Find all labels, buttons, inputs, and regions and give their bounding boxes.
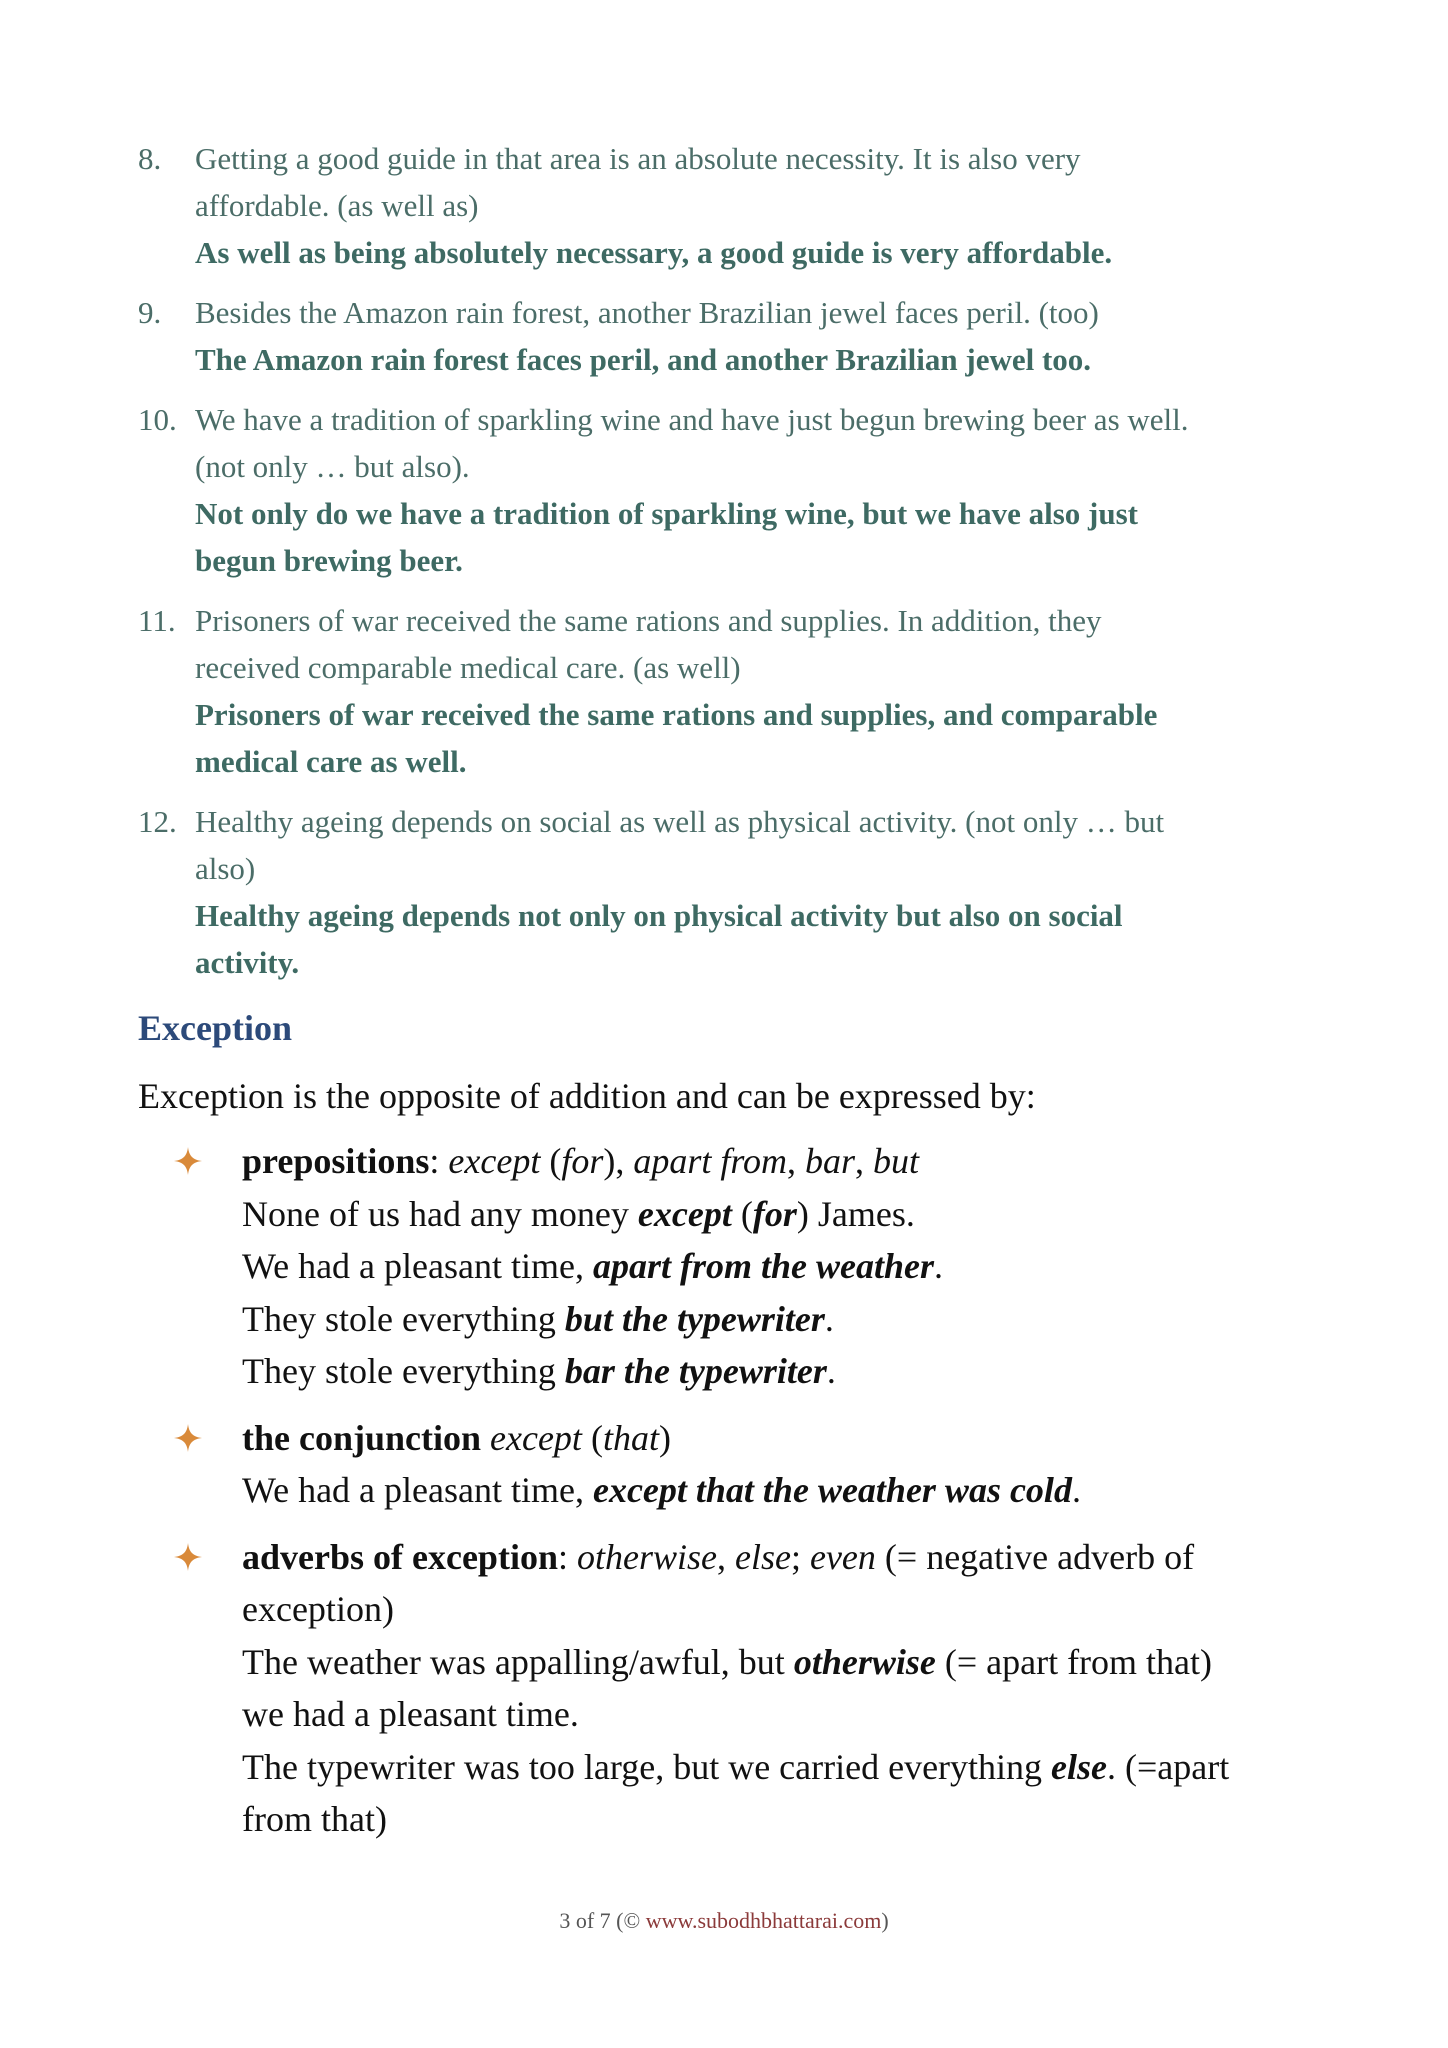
answer-line: Healthy ageing depends not only on physical activity but also on social [195,898,1123,933]
text-run: . [933,1246,943,1286]
text-run: : [429,1141,449,1181]
text-run: ( [540,1141,562,1181]
footer-close: ) [881,1908,889,1933]
example-line [242,1412,1332,1465]
text-run: (= apart from that) [935,1641,1213,1682]
text-run: . (=apart [1107,1746,1230,1787]
text-run: , [855,1141,874,1181]
question-line: Getting a good guide in that area is an absolute necessity. It is also very [195,141,1081,176]
text-run: otherwise [576,1536,717,1577]
text-run: exception) [242,1589,394,1629]
text-run: from that) [242,1799,387,1839]
exercise-question [195,135,1318,229]
text-run: . [1071,1470,1081,1510]
text-run: ( [731,1193,753,1234]
answer-line: As well as being absolutely necessary, a good guide is very affordable. [195,235,1113,270]
exception-item [172,1135,1332,1398]
exercise-answer [195,892,1318,986]
example-line [242,1688,1332,1741]
text-run: prepositions [242,1141,430,1181]
example-line [242,1583,1332,1636]
page-number: 3 of 7 (© [559,1908,641,1933]
question-line: We have a tradition of sparkling wine and have just begun brewing beer as well. [195,402,1189,437]
exercise-number: 8. [138,141,162,176]
exception-item [172,1412,1332,1517]
exercise-item [138,798,1318,986]
question-line: received comparable medical care. (as well) [195,650,741,685]
answer-line: begun brewing beer. [195,543,463,578]
question-line: Healthy ageing depends on social as well as physical activity. (not only … but [195,804,1165,839]
example-line [242,1464,1332,1517]
exercise-number: 9. [138,295,162,330]
answer-line: Prisoners of war received the same rations and supplies, and comparable [195,697,1158,732]
answer-line: activity. [195,945,300,980]
text-run: adverbs of exception [242,1536,558,1577]
text-run: for [561,1141,604,1181]
text-run: . [826,1351,836,1391]
text-run: , [787,1141,806,1181]
answer-line: Not only do we have a tradition of sparkling wine, but we have also just [195,496,1138,531]
text-run: we had a pleasant time. [242,1694,579,1734]
exercise-question [195,597,1318,691]
exercise-list [138,135,1318,999]
exception-item [172,1531,1332,1846]
text-run: apart from [633,1141,788,1181]
star-bullet-icon [172,1145,204,1177]
exercise-question [195,396,1318,490]
example-line [242,1741,1332,1794]
text-run: except that the weather was cold [592,1470,1072,1510]
question-line: (not only … but also). [195,449,470,484]
text-run: : [557,1536,577,1577]
example-line [242,1188,1332,1241]
example-line [242,1636,1332,1689]
text-run: even [809,1536,876,1577]
exercise-question [195,798,1318,892]
answer-line: medical care as well. [195,744,467,779]
text-run: None of us had any money [242,1193,638,1234]
exercise-item [138,289,1318,383]
exercise-answer [195,336,1318,383]
text-run: The weather was appalling/awful, but [242,1641,794,1682]
question-line: Prisoners of war received the same rations and supplies. In addition, they [195,603,1102,638]
text-run: but the typewriter [564,1298,825,1339]
example-line [242,1240,1332,1293]
text-run: We had a pleasant time, [242,1246,593,1286]
page-footer [0,1908,1448,1934]
text-run: ; [790,1536,810,1577]
text-run: They stole everything [242,1298,565,1339]
text-run: but [873,1141,920,1181]
text-run: that [602,1417,659,1458]
text-run: except [490,1417,582,1458]
star-bullet-icon [172,1541,204,1573]
exception-list [172,1135,1332,1860]
exercise-item [138,396,1318,584]
exercise-question [195,289,1318,336]
exercise-answer [195,490,1318,584]
text-run: (= negative adverb of [875,1536,1195,1577]
text-run: ) [658,1417,671,1458]
text-run: ) James. [796,1193,915,1234]
exercise-item [138,135,1318,276]
star-bullet-icon [172,1422,204,1454]
exercise-answer [195,691,1318,785]
section-heading: Exception [138,1008,293,1048]
example-line [242,1531,1332,1584]
example-line [242,1793,1332,1846]
example-line [242,1293,1332,1346]
text-run: the conjunction [242,1417,482,1458]
text-run: The typewriter was too large, but we carried everything [242,1746,1052,1787]
text-run: ( [581,1417,603,1458]
text-run: for [752,1193,797,1234]
exercise-number: 12. [138,804,177,839]
example-line [242,1135,1332,1188]
text-run: . [824,1298,834,1339]
section-intro: Exception is the opposite of addition and can be expressed by: [138,1076,1036,1116]
question-line: affordable. (as well as) [195,188,479,223]
question-line: Besides the Amazon rain forest, another Brazilian jewel faces peril. (too) [195,295,1099,330]
text-run: apart from the weather [592,1246,934,1286]
exercise-answer [195,229,1318,276]
exercise-number: 11. [138,603,176,638]
text-run: otherwise [793,1641,936,1682]
website-link[interactable]: www.subodhbhattarai.com [645,1908,882,1933]
text-run: ), [603,1141,634,1181]
text-run: , [716,1536,735,1577]
text-run [481,1418,490,1458]
question-line: also) [195,851,256,886]
text-run: We had a pleasant time, [242,1470,593,1510]
answer-line: The Amazon rain forest faces peril, and another Brazilian jewel too. [195,342,1092,377]
text-run: except [637,1193,732,1234]
text-run: bar [805,1141,856,1181]
text-run: except [448,1141,541,1181]
example-line [242,1345,1332,1398]
exercise-item [138,597,1318,785]
text-run: bar the typewriter [564,1351,827,1391]
text-run: They stole everything [242,1351,565,1391]
text-run: else [1051,1746,1108,1787]
text-run: else [734,1536,791,1577]
exercise-number: 10. [138,402,177,437]
